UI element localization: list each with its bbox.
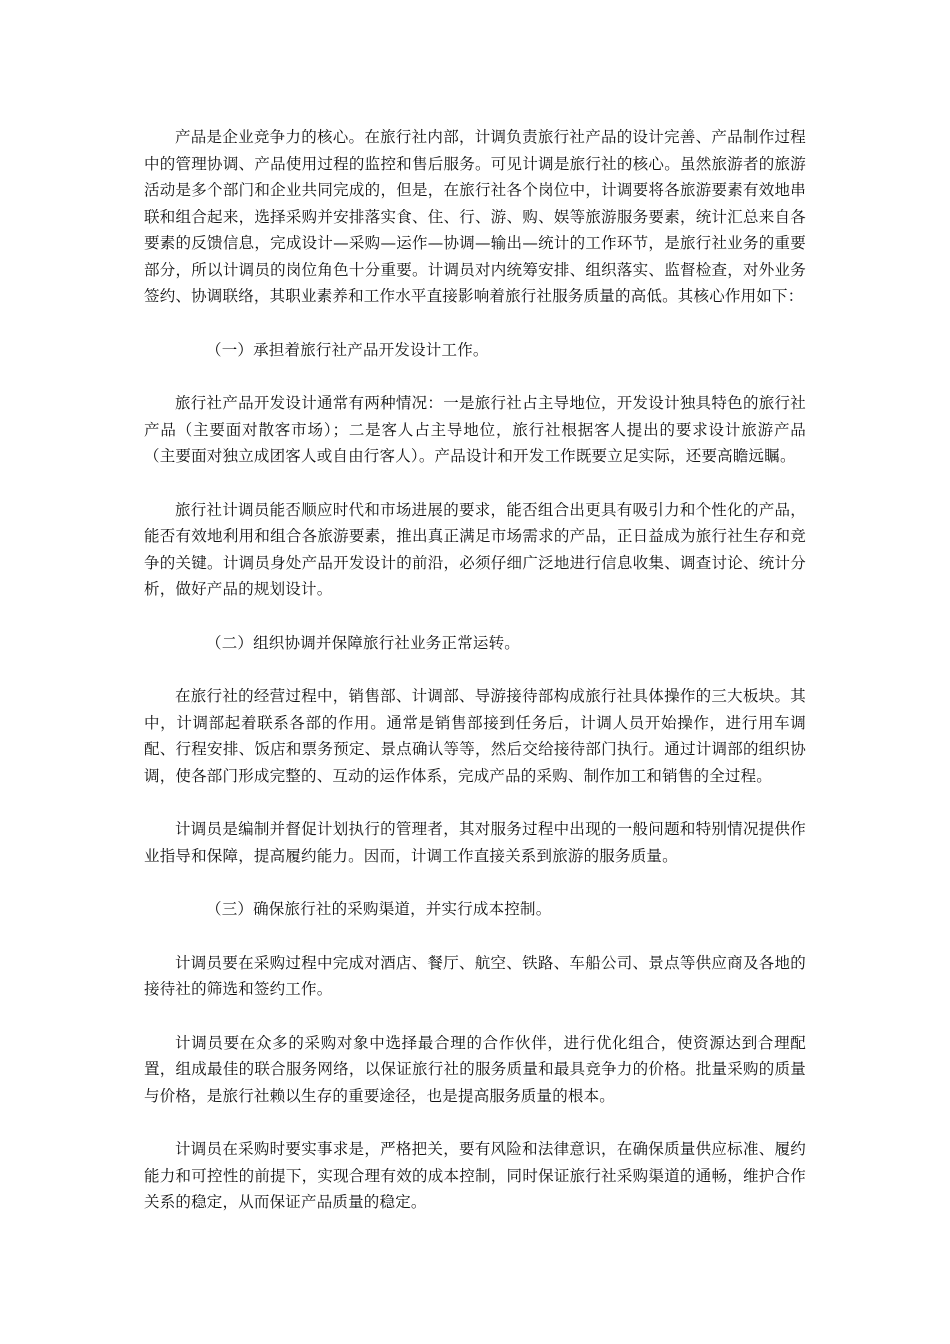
- paragraph: 旅行社计调员能否顺应时代和市场进展的要求，能否组合出更具有吸引力和个性化的产品，能否有效地利用和组合各旅游要素，推出真正满足市场需求的产品，正日益成为旅行社生存和竞争的关键。计调员身处产品开发设计的前沿，必须仔细广泛地进行信息收集、调查讨论、统计分析，做好产品的规划设计。: [144, 500, 806, 598]
- paragraph-gap: [144, 1109, 806, 1136]
- paragraph-gap: [144, 470, 806, 497]
- section-heading-2: （二）组织协调并保障旅行社业务正常运转。: [206, 633, 521, 652]
- paragraph-gap: [144, 789, 806, 816]
- paragraph-gap: [144, 869, 806, 896]
- paragraph: 计调员在采购时要实事求是，严格把关，要有风险和法律意识，在确保质量供应标准、履约能力和可控性的前提下，实现合理有效的成本控制，同时保证旅行社采购渠道的通畅，维护合作关系的稳定，从而保证产品质量的稳定。: [144, 1140, 806, 1211]
- paragraph-intro: 产品是企业竞争力的核心。在旅行社内部，计调负责旅行社产品的设计完善、产品制作过程中的管理协调、产品使用过程的监控和售后服务。可见计调是旅行社的核心。虽然旅游者的旅游活动是多个部门和企业共同完成的，但是，在旅行社各个岗位中，计调要将各旅游要素有效地串联和组合起来，选择采购并安排落实食、住、行、游、购、娱等旅游服务要素，统计汇总来自各要素的反馈信息，完成设计—采购—运作—协调—输出—统计的工作环节，是旅行社业务的重要部分，所以计调员的岗位角色十分重要。计调员对内统筹安排、组织落实、监督检查，对外业务签约、协调联络，其职业素养和工作水平直接影响着旅行社服务质量的高低。其核心作用如下：: [144, 128, 806, 305]
- paragraph-gap: [144, 310, 806, 337]
- paragraph: 计调员是编制并督促计划执行的管理者，其对服务过程中出现的一般问题和特别情况提供作业指导和保障，提高履约能力。因而，计调工作直接关系到旅游的服务质量。: [144, 820, 806, 865]
- paragraph-gap: [144, 1003, 806, 1030]
- paragraph-gap: [144, 603, 806, 630]
- paragraph-gap: [144, 363, 806, 390]
- section-heading-3: （三）确保旅行社的采购渠道，并实行成本控制。: [206, 900, 552, 918]
- paragraph: 旅行社产品开发设计通常有两种情况：一是旅行社占主导地位，开发设计独具特色的旅行社产品（主要面对散客市场）；二是客人占主导地位，旅行社根据客人提出的要求设计旅游产品（主要面对独立成团客人或自由行客人）。产品设计和开发工作既要立足实际，还要高瞻远瞩。: [144, 394, 806, 465]
- paragraph-gap: [144, 923, 806, 950]
- document-body: [144, 124, 806, 1216]
- paragraph: 计调员要在采购过程中完成对酒店、餐厅、航空、铁路、车船公司、景点等供应商及各地的接待社的筛选和签约工作。: [144, 953, 806, 998]
- section-heading-1: （一）承担着旅行社产品开发设计工作。: [206, 340, 489, 359]
- paragraph-gap: [144, 656, 806, 683]
- paragraph: 计调员要在众多的采购对象中选择最合理的合作伙伴，进行优化组合，使资源达到合理配置，组成最佳的联合服务网络，以保证旅行社的服务质量和最具竞争力的价格。批量采购的质量与价格，是旅行社赖以生存的重要途径，也是提高服务质量的根本。: [144, 1033, 806, 1105]
- paragraph: 在旅行社的经营过程中，销售部、计调部、导游接待部构成旅行社具体操作的三大板块。其中，计调部起着联系各部的作用。通常是销售部接到任务后，计调人员开始操作，进行用车调配、行程安排、饭店和票务预定、景点确认等等，然后交给接待部门执行。通过计调部的组织协调，使各部门形成完整的、互动的运作体系，完成产品的采购、制作加工和销售的全过程。: [144, 687, 806, 785]
